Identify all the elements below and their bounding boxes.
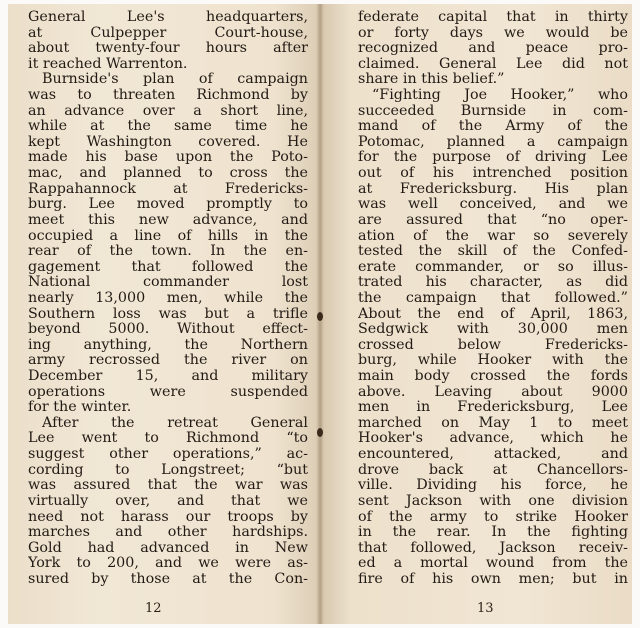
text-line: meet this new advance, and (28, 212, 308, 228)
text-line: Rappahannock at Fredericks- (28, 181, 308, 197)
text-line: about twenty-four hours after (28, 41, 308, 57)
text-line: army recrossed the river on (28, 353, 308, 369)
text-line: was to threaten Richmond by (28, 88, 308, 104)
text-line: rear of the town. In the en- (28, 244, 308, 260)
text-line: General Lee's headquarters, (28, 10, 308, 25)
text-line: gagement that followed the (28, 259, 308, 275)
text-line: at Fredericksburg. His plan (358, 181, 628, 197)
text-line: Burnside's plan of campaign (42, 72, 308, 88)
text-line: virtually over, and that we (28, 493, 308, 509)
text-line: drove back at Chancellors- (358, 462, 628, 478)
text-line: out of his intrenched position (358, 166, 628, 182)
text-line: of the army to strike Hooker (358, 509, 628, 525)
text-line: December 15, and military (28, 369, 308, 385)
text-line: occupied a line of hills in the (28, 228, 308, 244)
text-line: for the purpose of driving Lee (358, 150, 628, 166)
text-line: beyond 5000. Without effect- (28, 322, 308, 338)
text-line: ation of the war so severely (358, 228, 628, 244)
text-line: encountered, attacked, and (358, 447, 628, 463)
text-line: an advance over a short line, (28, 103, 308, 119)
text-line: Potomac, planned a campaign (358, 134, 628, 150)
text-line: kept Washington covered. He (28, 134, 308, 150)
text-line: claimed. General Lee did not (358, 56, 628, 72)
text-line: federate capital that in thirty (358, 10, 628, 25)
text-line: About the end of April, 1863, (358, 306, 628, 322)
text-line: National commander lost (28, 275, 308, 291)
text-line: marched on May 1 to meet (358, 415, 628, 431)
text-line: at Culpepper Court-house, (28, 25, 308, 41)
binding-stitch (317, 312, 323, 321)
text-line: or forty days we would be (358, 25, 628, 41)
text-line: trated his character, as did (358, 275, 628, 291)
text-line: burg. Lee moved promptly to (28, 197, 308, 213)
text-line: sent Jackson with one division (358, 493, 628, 509)
text-line: burg, while Hooker with the (358, 353, 628, 369)
text-line: need not harass our troops by (28, 509, 308, 525)
right-page-text (358, 10, 628, 588)
text-line: men in Fredericksburg, Lee (358, 400, 628, 416)
left-page-text (28, 10, 308, 588)
text-line: was well conceived, and we (358, 197, 628, 213)
text-line: fire of his own men; but in (358, 571, 628, 587)
text-line: succeeded Burnside in com- (358, 103, 628, 119)
left-page (8, 4, 320, 624)
text-line: Gold had advanced in New (28, 540, 308, 556)
text-line: while at the same time he (28, 119, 308, 135)
text-line: that followed, Jackson receiv- (358, 540, 628, 556)
text-line: “Fighting Joe Hooker,” who (372, 88, 628, 104)
text-line: erate commander, or so illus- (358, 259, 628, 275)
text-line: sured by those at the Con- (28, 571, 308, 587)
text-line: for the winter. (28, 400, 132, 416)
text-line: above. Leaving about 9000 (358, 384, 628, 400)
text-line: After the retreat General (42, 415, 308, 431)
text-line: crossed below Fredericks- (358, 337, 628, 353)
text-line: in the rear. In the fighting (358, 525, 628, 541)
text-line: it reached Warrenton. (28, 56, 188, 72)
right-page (320, 4, 632, 624)
text-line: Sedgwick with 30,000 men (358, 322, 628, 338)
binding-stitch (317, 428, 323, 437)
text-line: ing anything, the Northern (28, 337, 308, 353)
page-number: 12 (145, 601, 162, 616)
text-line: ville. Dividing his force, he (358, 478, 628, 494)
text-line: made his base upon the Poto- (28, 150, 308, 166)
text-line: are assured that “no oper- (358, 212, 628, 228)
text-line: suggest other operations,” ac- (28, 447, 308, 463)
text-line: share in this belief.” (358, 72, 505, 88)
text-line: York to 200, and we were as- (28, 556, 308, 572)
text-line: the campaign that followed.” (358, 290, 628, 306)
text-line: Southern loss was but a trifle (28, 306, 308, 322)
text-line: was assured that the war was (28, 478, 308, 494)
text-line: Lee went to Richmond “to (28, 431, 308, 447)
text-line: tested the skill of the Confed- (358, 244, 628, 260)
text-line: main body crossed the fords (358, 369, 628, 385)
text-line: ed a mortal wound from the (358, 556, 628, 572)
text-line: cording to Longstreet; “but (28, 462, 308, 478)
page-number: 13 (477, 601, 494, 616)
text-line: mac, and planned to cross the (28, 166, 308, 182)
text-line: operations were suspended (28, 384, 308, 400)
text-line: recognized and peace pro- (358, 41, 628, 57)
text-line: marches and other hardships. (28, 525, 308, 541)
text-line: Hooker's advance, which he (358, 431, 628, 447)
text-line: nearly 13,000 men, while the (28, 290, 308, 306)
text-line: mand of the Army of the (358, 119, 628, 135)
